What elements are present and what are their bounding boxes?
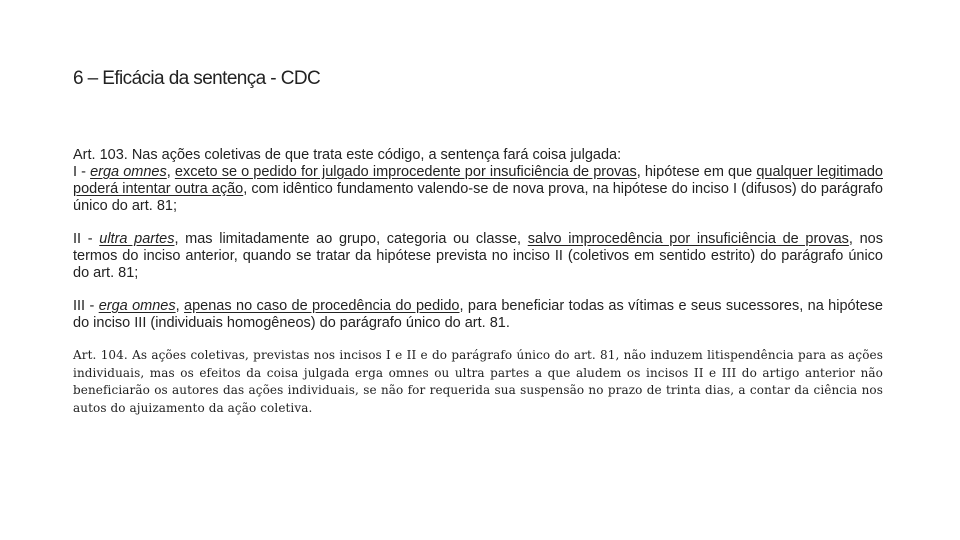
item2-rest: , nos termos do inciso anterior, quando se tratar da hipótese prevista no inciso II (coletivos em sentido estrito) do parágrafo único do art. 81; — [73, 231, 883, 281]
item1-condition: exceto se o pedido for julgado improcedente por insuficiência de provas — [174, 164, 637, 180]
item3-term: erga omnes — [98, 298, 176, 314]
item1-rest: , com idêntico fundamento valendo-se de nova prova, na hipótese do inciso I (difusos) do parágrafo único do art. 81; — [73, 181, 884, 214]
item1-mid: , hipótese em que — [636, 164, 757, 180]
item2-prefix: II - — [73, 231, 100, 247]
slide-title: 6 – Eficácia da sentença - CDC — [73, 68, 321, 89]
art103-item-2 — [73, 231, 883, 282]
art103-intro: Art. 103. Nas ações coletivas de que trata este código, a sentença fará coisa julgada: — [73, 147, 622, 163]
item2-mid: , mas limitadamente ao grupo, categoria ou classe, — [174, 231, 528, 247]
item3-rest: , para beneficiar todas as vítimas e seus sucessores, na hipótese do inciso III (individuais homogêneos) do parágrafo único do art. 81. — [73, 298, 883, 331]
art103-item-3 — [73, 298, 883, 332]
art104-paragraph: Art. 104. As ações coletivas, previstas nos incisos I e II e do parágrafo único do art. 81, não induzem litispendência para as ações individuais, mas os efeitos da coisa julgada erga omnes ou ultra partes a que aludem os incisos II e III do artigo anterior não beneficiarão os autores das ações individuais, se não for requerida sua suspensão no prazo de trinta dias, a contar da ciência nos autos do ajuizamento da ação coletiva. — [73, 348, 883, 415]
item1-term: erga omnes — [90, 164, 167, 180]
item1-prefix: I - — [73, 164, 91, 180]
item2-condition: salvo improcedência por insuficiência de provas — [527, 231, 849, 247]
art103-item-1 — [73, 164, 883, 214]
item3-prefix: III - — [73, 298, 99, 314]
item3-sep: , — [175, 298, 185, 314]
item2-term: ultra partes — [99, 231, 175, 247]
item1-clause: qualquer legitimado poderá intentar outra ação — [73, 164, 883, 197]
item1-sep: , — [166, 164, 175, 180]
item3-condition: apenas no caso de procedência do pedido — [184, 298, 460, 314]
art103-paragraph — [73, 147, 883, 215]
slide-body — [73, 147, 883, 429]
